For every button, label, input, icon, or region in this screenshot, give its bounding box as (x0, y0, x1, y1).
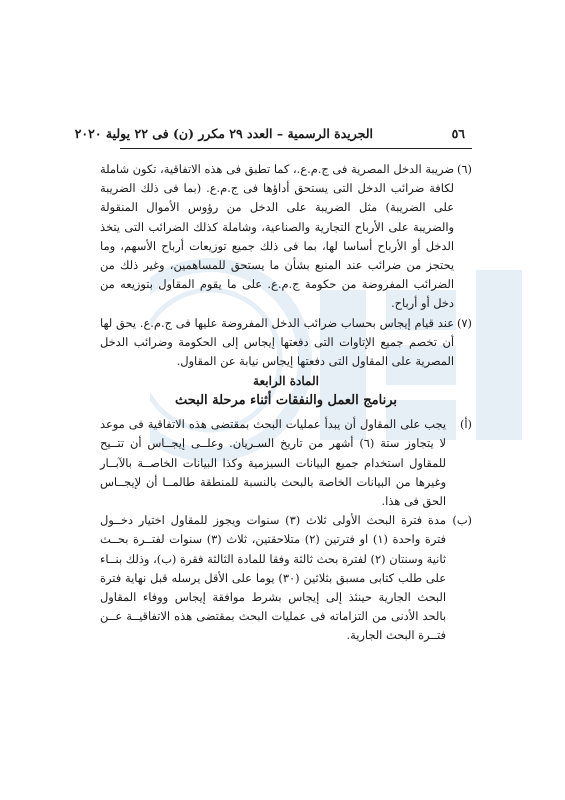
clause-7 (100, 314, 472, 372)
sub-clause-text: مدة فترة البحث الأولى ثلاث (٣) سنوات ويجوز للمقاول اختيار دخــول فترة واحدة (١) او فترتين (٢) متلاحقتين، ثلاث (٣) سنوات لفتــرة بحــث ثانية وسنتان (٢) لفترة بحث ثالثة وفقا للمادة الثالثة فقرة (ب)، وذلك بنــاء على طلب كتابى مسبق بثلاثين (٣٠) يوما على الأقل يرسله قبل نهاية فترة البحث الجارية حينئذ إلى إيجاس بشرط موافقة إيجاس ووفاء المقاول بالحد الأدنى من التزاماته فى عمليات البحث بمقتضى هذه الاتفاقيــة عــن فتــرة البحث الجارية. (100, 513, 446, 643)
article-heading: المادة الرابعة (253, 374, 319, 389)
sub-clause-b (100, 511, 472, 645)
clause-number: (٦) (456, 162, 472, 176)
gazette-title: الجريدة الرسمية – العدد ٢٩ مكرر (ن) فى ٢٢ يولية ٢٠٢٠ (74, 126, 373, 141)
clause-text: عند قيام إيجاس بحساب ضرائب الدخل المفروضة عليها فى ج.م.ع. يحق لها أن تخصم جميع الإتاوات التى دفعتها إيجاس إلى الحكومة وضرائب الدخل المصرية على المقاول التى دفعتها إيجاس نيابة عن المقاول. (100, 315, 454, 369)
article-subheading: برنامج العمل والنفقات أثناء مرحلة البحث (174, 393, 397, 409)
clause-text: ضريبة الدخل المصرية فى ج.م.ع.، كما تطبق فى هذه الاتفاقية، تكون شاملة لكافة ضرائب الدخل التى يستحق أداؤها فى ج.م.ع. (بما فى ذلك الضريبة على الضريبة) مثل الضريبة على الدخل من رؤوس الأموال المنقولة والضريبة على الأرباح التجارية والصناعية، وشاملة كذلك الضرائب التى يتخذ الدخل أو الأرباح أساسا لها، بما فى ذلك جميع توزيعات أرباح الأسهم، وما يحتجز من ضرائب عند المنبع بشأن ما يستحق للمساهمين، وغير ذلك من الضرائب المفروضة من حكومة ج.م.ع. على ما يقوم المقاول بتوزيعه من دخل أو أرباح. (100, 162, 454, 311)
sub-clause-letter: (ب) (452, 513, 472, 528)
sub-clause-a (100, 415, 472, 511)
clause-6 (100, 160, 472, 314)
sub-clause-letter: (أ) (459, 417, 472, 432)
document-body (100, 160, 472, 646)
clause-number: (٧) (456, 315, 472, 330)
page-header (74, 126, 465, 146)
header-divider (120, 148, 472, 149)
sub-clause-text: يجب على المقاول أن يبدأ عمليات البحث بمقتضى هذه الاتفاقية فى موعد لا يتجاوز ستة (٦) أشهر من تاريخ السـريان. وعلــى إيجــاس أن تتــيح للمقاول استخدام جميع البيانات السيزمية وكذا البيانات الخاصــة بالآبــار وغيرها من البيانات الخاصة بالبحث بالنسبة للمنطقة طالمــا أن لإيجــاس الحق فى هذا. (100, 417, 447, 509)
page-number: ٥٦ (451, 126, 465, 141)
